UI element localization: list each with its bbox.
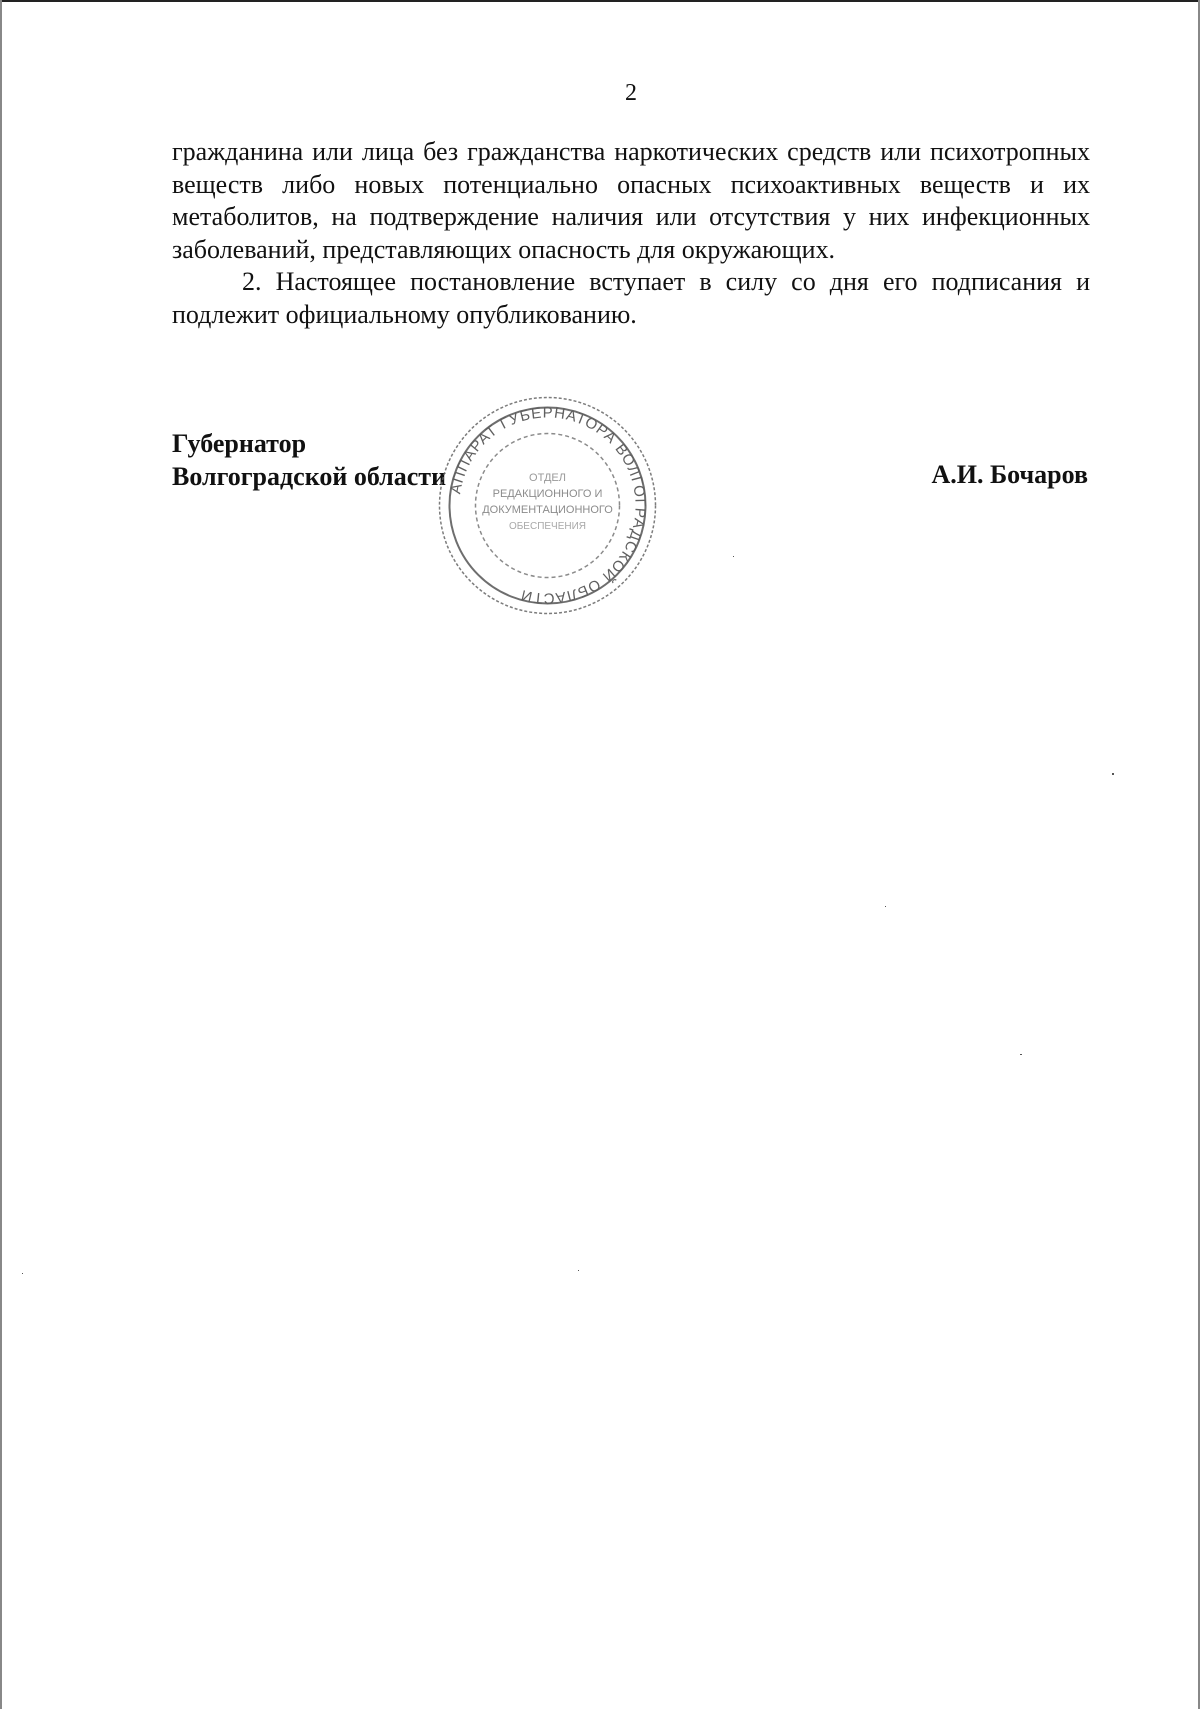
signatory-name: А.И. Бочаров (931, 460, 1088, 489)
scan-speck (1020, 1054, 1022, 1055)
stamp-ring-textpath: АППАРАТ ГУБЕРНАТОРА ВОЛГОГРАДСКОЙ ОБЛАСТИ (447, 404, 649, 607)
signature-title-line-2: Волгоградской области (172, 462, 447, 491)
paragraph-continuation: гражданина или лица без гражданства наркотических средств или психотропных веществ либо новых потенциально опасных психоактивных веществ и их метаболитов, на подтверждение наличия или отсутствия у них инфекционных заболеваний, представляющих опасность для окружающих. (172, 137, 1090, 264)
official-stamp (435, 393, 660, 618)
stamp-center-line-2: РЕДАКЦИОННОГО И (492, 488, 603, 500)
stamp-center-line-1: ОТДЕЛ (529, 472, 566, 484)
page-number: 2 (625, 80, 637, 106)
paragraph-2: 2. Настоящее постановление вступает в силу со дня его подписания и подлежит официальному опубликованию. (172, 267, 1090, 329)
stamp-center-line-3: ДОКУМЕНТАЦИОННОГО (482, 504, 613, 516)
scan-speck (578, 1270, 579, 1271)
scan-border-top (0, 0, 1200, 2)
signature-title (172, 427, 446, 493)
scan-border-left (0, 0, 2, 1709)
document-body (172, 136, 1090, 331)
scan-speck (1112, 773, 1114, 775)
stamp-center-line-4: ОБЕСПЕЧЕНИЯ (508, 521, 587, 532)
scan-speck (733, 556, 734, 557)
signature-title-line-1: Губернатор (172, 429, 307, 458)
scan-speck (22, 1273, 23, 1274)
scan-speck (885, 906, 886, 907)
